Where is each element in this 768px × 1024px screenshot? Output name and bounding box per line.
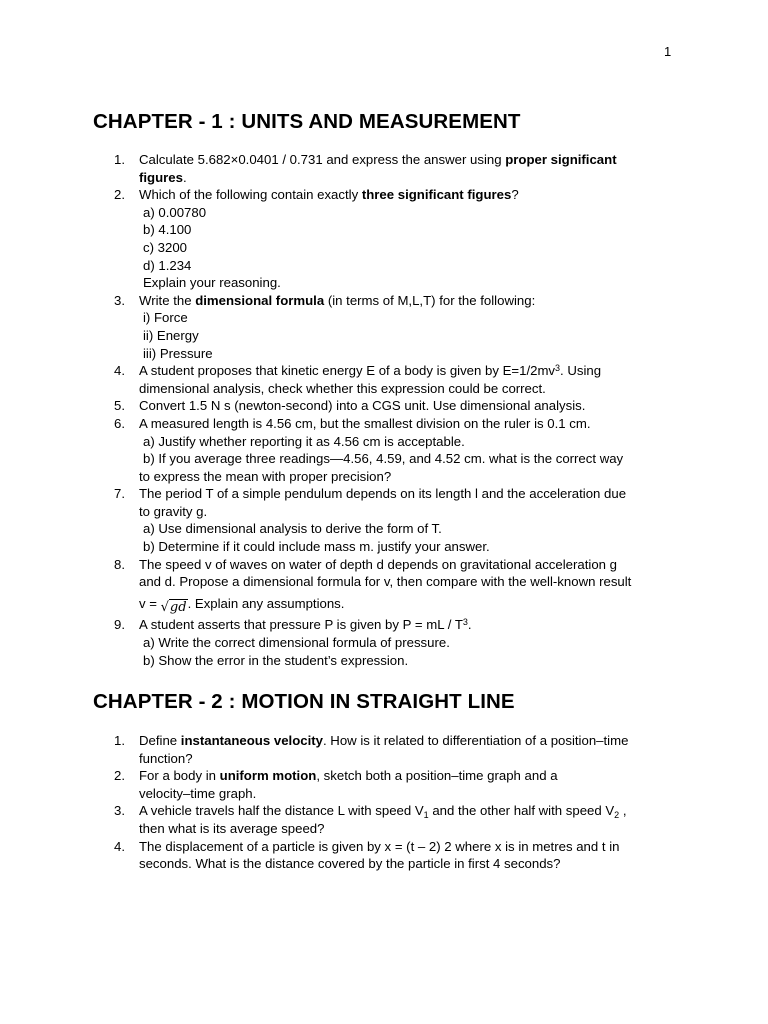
option: a) 0.00780	[143, 204, 207, 220]
chapter-2-title: CHAPTER - 2 : MOTION IN STRAIGHT LINE	[93, 690, 515, 713]
option: a) Use dimensional analysis to derive the form of T.	[143, 521, 442, 537]
question-2-1: 1. Define instantaneous velocity. How is it related to differentiation of a position–time function?	[114, 733, 629, 766]
question-1-6: 6. A measured length is 4.56 cm, but the smallest division on the ruler is 0.1 cm. a) Justify whether reporting it as 4.56 cm is acceptable. b) If you average three readings—4.56, 4.59, and 4.52 cm. what is the correct way to express the mean with proper precision?	[93, 415, 678, 485]
question-1-7: 7. The period T of a simple pendulum depends on its length l and the acceleration due to gravity g. a) Use dimensional analysis to derive the form of T. b) Determine if it could include mass m. justify your answer.	[93, 485, 678, 555]
option: b) Determine if it could include mass m. justify your answer.	[143, 539, 490, 555]
question-1-9: 9. A student asserts that pressure P is given by P = mL / $T^3$. a) Write the correct dimensional formula of pressure. b) Show the error in the student’s expression.	[93, 616, 678, 669]
question-2-4: 4. The displacement of a particle is given by x = (t – 2) 2 where x is in metres and t in seconds. What is the distance covered by the particle in first 4 seconds?	[114, 838, 620, 872]
question-2-3: 3. A vehicle travels half the distance L with speed $V_1$ and the other half with speed $V_2$ , then what is its average speed?	[114, 803, 627, 836]
square-root-formula: √gd	[160, 599, 187, 615]
chapter-1-question-list	[93, 151, 678, 669]
chapter-1-title: CHAPTER - 1 : UNITS AND MEASUREMENT	[93, 110, 521, 133]
option: ii) Energy	[143, 327, 199, 343]
question-1-2: 2. Which of the following contain exactly three significant figures? a) 0.00780 b) 4.100 c) 3200 d) 1.234 Explain your reasoning.	[93, 186, 678, 292]
option: a) Write the correct dimensional formula of pressure.	[143, 635, 450, 651]
chapter-2-question-list	[93, 732, 678, 873]
question-2-2: 2. For a body in uniform motion, sketch both a position–time graph and a velocity–time graph.	[114, 768, 558, 801]
question-1-4: 4. A student proposes that kinetic energy E of a body is given by $E=1/2mv^3$. Using dimensional analysis, check whether this expression could be correct.	[114, 363, 602, 396]
page-number: 1	[664, 44, 672, 59]
option: b) 4.100	[143, 222, 192, 238]
option: d) 1.234	[143, 257, 192, 273]
option: i) Force	[143, 310, 188, 326]
question-1-3: 3. Write the dimensional formula (in terms of M,L,T) for the following: i) Force ii) Energy iii) Pressure	[93, 292, 678, 362]
option: iii) Pressure	[143, 345, 213, 361]
option: a) Justify whether reporting it as 4.56 cm is acceptable.	[143, 433, 465, 449]
option: b) Show the error in the student’s expression.	[143, 652, 409, 668]
question-1-1: 1. Calculate 5.682×0.0401 / 0.731 and express the answer using proper significant figures.	[114, 152, 617, 185]
question-1-8: 8. The speed v of waves on water of depth d depends on gravitational acceleration g and d. Propose a dimensional formula for v, then compare with the well-known result v = √gd. Explain any assumptions.	[114, 556, 632, 615]
option: c) 3200	[143, 239, 187, 255]
option: b) If you average three readings—4.56, 4.59, and 4.52 cm. what is the correct way	[143, 451, 624, 467]
question-1-5: 5. Convert 1.5 N s (newton-second) into a CGS unit. Use dimensional analysis.	[114, 398, 586, 414]
